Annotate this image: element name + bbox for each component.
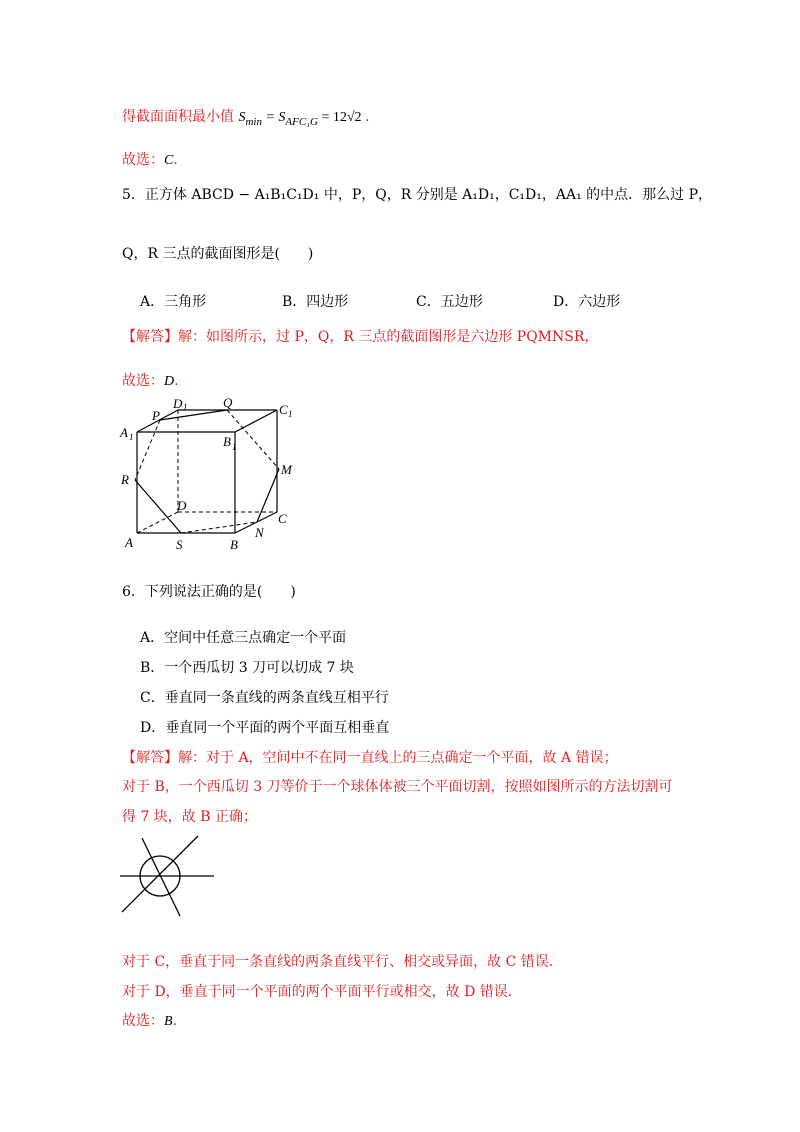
formula-sub-min: min — [245, 115, 262, 128]
label-a1-sub: 1 — [129, 432, 134, 442]
label-b1: B — [223, 434, 231, 449]
q6-answer-d: 对于 D，垂直于同一个平面的两个平面平行或相交，故 D 错误． — [122, 984, 522, 1000]
label-b: B — [230, 537, 238, 552]
label-a: A — [125, 535, 133, 550]
choice-prefix: 故选： — [122, 1013, 164, 1029]
choice-prefix: 故选： — [122, 373, 164, 389]
q6-option-b: B．一个西瓜切 3 刀可以切成 7 块 — [140, 660, 354, 676]
formula-s: S — [238, 110, 246, 125]
formula-sub-afcg: AFC₁G — [285, 115, 318, 128]
prev-answer-text: 得截面面积最小值 — [122, 109, 234, 125]
label-d1-sub: 1 — [183, 402, 188, 412]
label-d1: D — [173, 396, 183, 411]
sphere-cut-diagram — [118, 830, 218, 920]
label-d: D — [177, 498, 187, 513]
choice-letter: D — [164, 374, 175, 389]
choice-letter: C — [164, 153, 174, 168]
section-r-s — [135, 480, 181, 533]
q5-option-d: D．六边形 — [553, 294, 621, 310]
q5-stem-line1: 5．正方体 ABCD − A₁B₁C₁D₁ 中，P，Q，R 分别是 A₁D₁，C₁D₁，AA₁ 的中点．那么过 P， — [122, 187, 713, 203]
q5-stem-line2: Q，R 三点的截面图形是( ) — [122, 246, 314, 262]
q6-option-c: C．垂直同一条直线的两条直线互相平行 — [140, 690, 389, 706]
q5-answer-text: 解：如图所示，过 P，Q，R 三点的截面图形是六边形 PQMNSR， — [178, 329, 599, 345]
choice-end: . — [172, 1013, 178, 1029]
section-p-q — [160, 410, 227, 420]
q6-answer-b1: 对于 B，一个西瓜切 3 刀等价于一个球体体被三个平面切割，按照如图所示的方法切割可 — [122, 779, 673, 795]
prev-answer-line — [122, 106, 370, 128]
label-c1: C — [279, 402, 288, 417]
choice-letter: B — [164, 1014, 173, 1029]
label-a1: A — [120, 425, 128, 440]
choice-end: . — [173, 152, 178, 168]
q6-option-d: D．垂直同一个平面的两个平面互相垂直 — [140, 720, 390, 736]
q6-choice-line — [122, 1010, 177, 1030]
q5-answer-line — [122, 326, 598, 346]
label-b1-sub: 1 — [232, 442, 237, 452]
q5-option-b: B．四边形 — [282, 294, 349, 310]
q6-answer-b2: 得 7 块，故 B 正确； — [122, 809, 257, 825]
cube-diagram — [115, 394, 305, 554]
label-p: P — [152, 408, 160, 423]
label-c: C — [278, 511, 287, 526]
q5-choice-line — [122, 370, 179, 390]
prev-answer-end: . — [365, 109, 370, 125]
answer-tag: 【解答】 — [122, 750, 178, 766]
q5-option-c: C．五边形 — [416, 294, 483, 310]
choice-end: . — [174, 373, 179, 389]
formula-value: = 12√2 — [317, 110, 362, 125]
choice-prefix: 故选： — [122, 152, 164, 168]
edge-b1-c1 — [235, 410, 277, 432]
q6-option-a: A．空间中任意三点确定一个平面 — [140, 630, 347, 646]
formula-mid: = S — [261, 110, 286, 125]
q6-stem: 6．下列说法正确的是( ) — [122, 584, 296, 600]
section-n-m — [257, 469, 279, 522]
q6-answer-a — [122, 747, 618, 767]
q5-option-a: A．三角形 — [140, 294, 207, 310]
section-p-r — [135, 420, 160, 480]
q6-answer-a-text: 解：对于 A，空间中不在同一直线上的三点确定一个平面，故 A 错误； — [178, 750, 618, 766]
prev-choice-line — [122, 149, 178, 169]
label-m: M — [281, 462, 292, 477]
q6-answer-c: 对于 C，垂直于同一条直线的两条直线平行、相交或异面，故 C 错误． — [122, 954, 563, 970]
label-n: N — [255, 525, 264, 540]
cut-line-steep — [142, 838, 180, 916]
answer-tag: 【解答】 — [122, 329, 178, 345]
label-c1-sub: 1 — [288, 409, 293, 419]
label-s: S — [176, 537, 183, 552]
label-q: Q — [223, 395, 233, 410]
label-r: R — [121, 472, 129, 487]
